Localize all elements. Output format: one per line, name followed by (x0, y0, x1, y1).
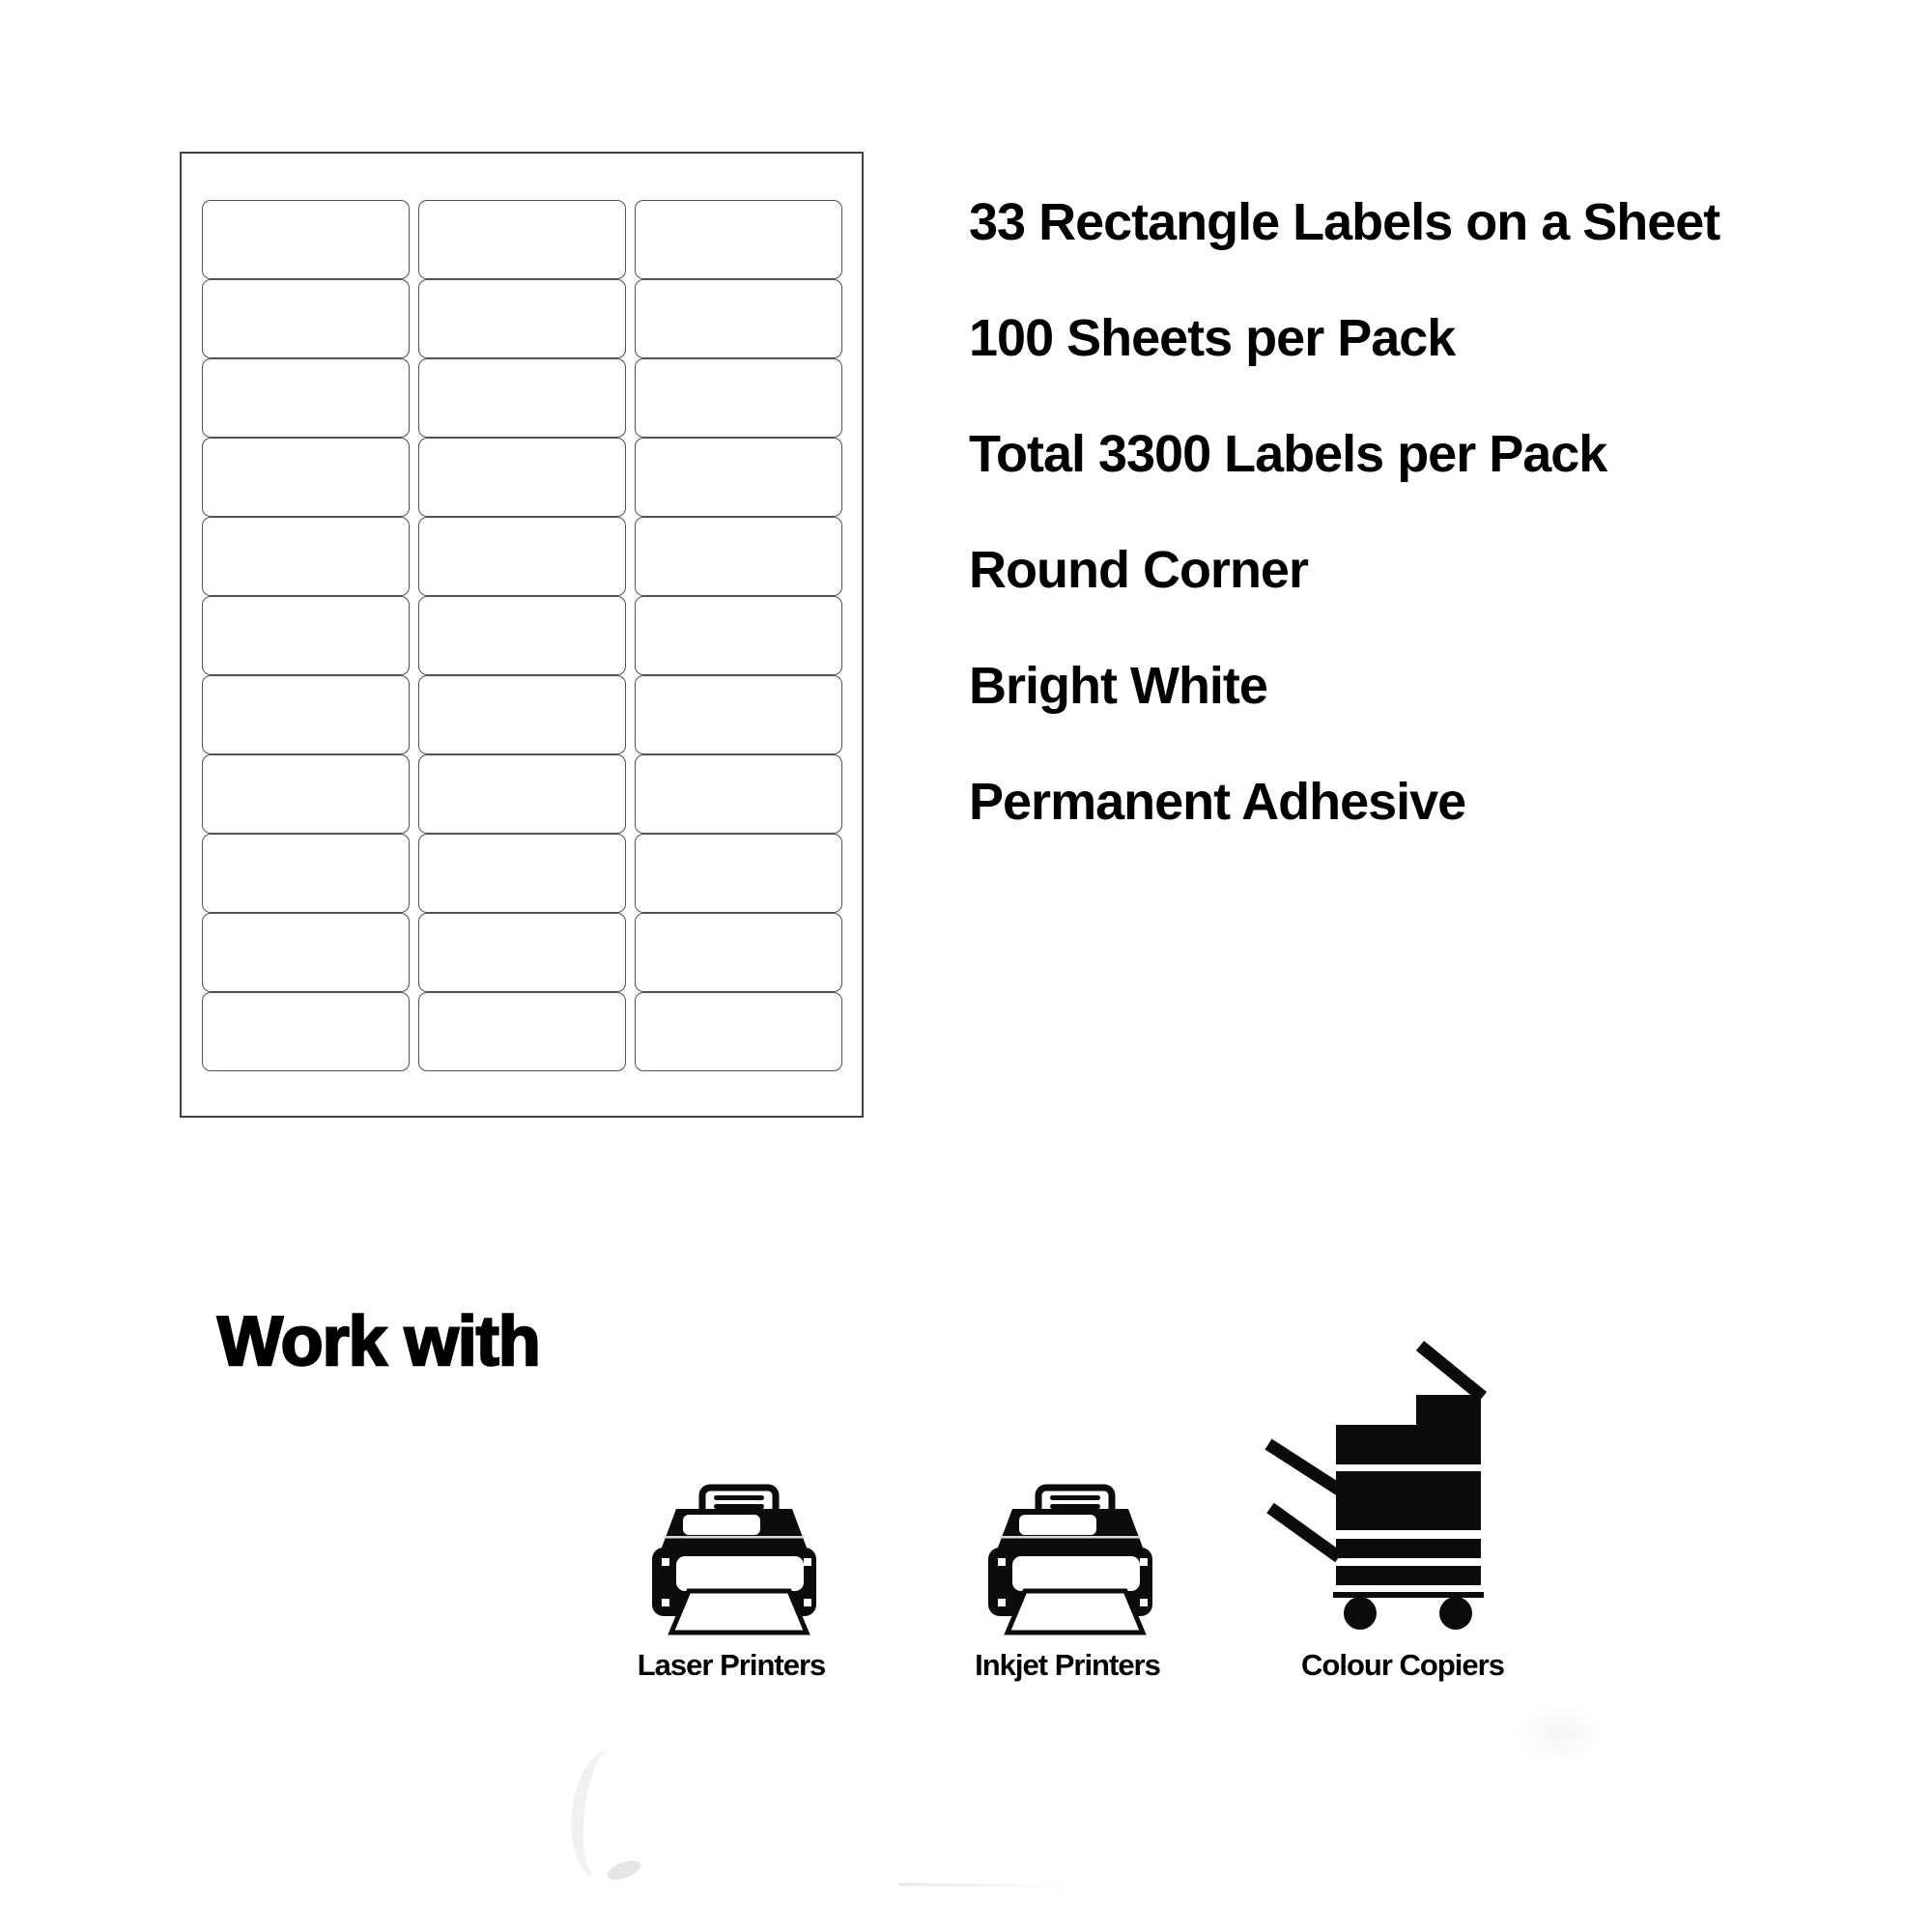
label-cell (418, 358, 626, 438)
label-cell (418, 279, 626, 358)
label-cell (635, 517, 842, 596)
feature-bright-white: Bright White (969, 657, 1267, 715)
feature-labels-per-sheet: 33 Rectangle Labels on a Sheet (969, 193, 1720, 251)
label-cell (635, 834, 842, 913)
label-cell (202, 279, 410, 358)
label-cell (418, 675, 626, 754)
work-with-heading: Work with (217, 1303, 540, 1380)
label-cell (202, 200, 410, 279)
label-cell (635, 754, 842, 834)
label-cell (202, 754, 410, 834)
label-cell (635, 200, 842, 279)
label-cell (418, 596, 626, 675)
label-cell (635, 675, 842, 754)
colour-copier-icon (1262, 1339, 1490, 1634)
scan-artifact-scratch (898, 1883, 1072, 1888)
scan-artifact-streak (565, 1747, 640, 1881)
label-cell (418, 834, 626, 913)
inkjet-printers-label: Inkjet Printers (975, 1648, 1160, 1682)
label-cell (418, 517, 626, 596)
label-cell (202, 517, 410, 596)
label-cell (635, 279, 842, 358)
label-sheet-diagram (180, 152, 864, 1118)
feature-list (969, 184, 1896, 879)
label-cell (202, 438, 410, 517)
label-cell (635, 992, 842, 1071)
laser-printer-icon (642, 1482, 826, 1638)
label-cell (418, 913, 626, 992)
scan-artifact-blob (1519, 1702, 1600, 1764)
feature-round-corner: Round Corner (969, 541, 1308, 599)
label-cell (418, 992, 626, 1071)
feature-sheets-per-pack: 100 Sheets per Pack (969, 309, 1456, 367)
label-cell (202, 992, 410, 1071)
label-cell (418, 438, 626, 517)
label-cell (202, 675, 410, 754)
inkjet-printer-icon (979, 1482, 1162, 1638)
feature-total-labels: Total 3300 Labels per Pack (969, 425, 1607, 483)
label-grid (202, 200, 842, 1071)
feature-permanent-adhesive: Permanent Adhesive (969, 773, 1466, 831)
label-cell (202, 913, 410, 992)
scan-artifact-hook (605, 1857, 642, 1883)
label-cell (635, 438, 842, 517)
label-cell (418, 200, 626, 279)
label-cell (635, 596, 842, 675)
label-cell (635, 358, 842, 438)
label-cell (202, 358, 410, 438)
laser-printers-label: Laser Printers (637, 1648, 826, 1682)
label-cell (418, 754, 626, 834)
label-cell (202, 596, 410, 675)
colour-copiers-label: Colour Copiers (1301, 1648, 1504, 1682)
label-cell (635, 913, 842, 992)
label-cell (202, 834, 410, 913)
